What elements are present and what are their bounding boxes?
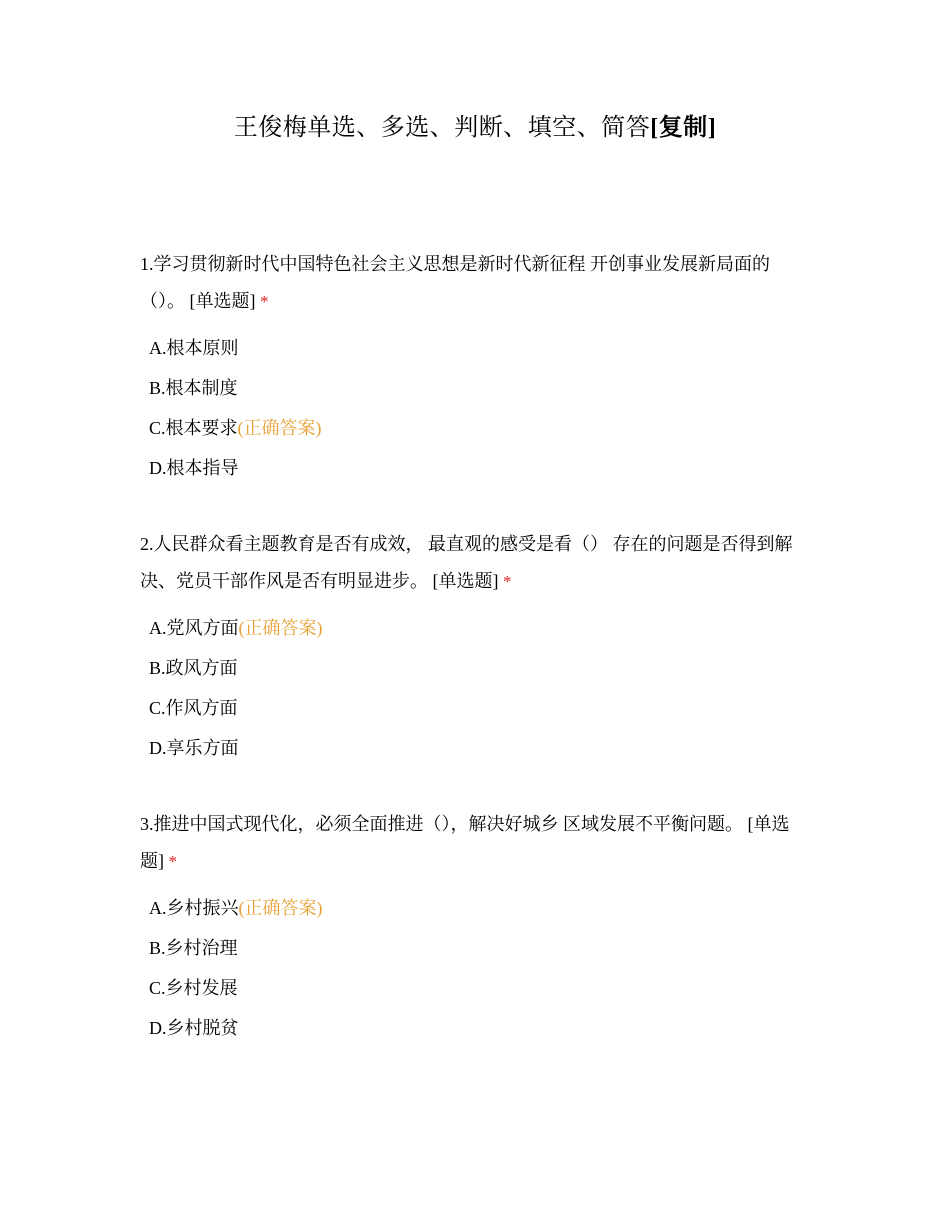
- question-text: 3.推进中国式现代化，必须全面推进（），解决好城乡 区域发展不平衡问题。: [140, 814, 743, 834]
- option-list: [149, 608, 812, 768]
- question-type-label: [单选题]: [432, 571, 499, 591]
- question-stem: [140, 246, 812, 320]
- option-text: A.乡村振兴: [149, 898, 239, 918]
- option-list: [149, 888, 812, 1048]
- option-list: [149, 328, 812, 488]
- question-type-label: [单选题]: [140, 814, 790, 871]
- option-text: A.根本原则: [149, 338, 239, 358]
- option-a[interactable]: [149, 608, 812, 648]
- question-text: 2.人民群众看主题教育是否有成效， 最直观的感受是看（） 存在的问题是否得到解决、党员干部作风是否有明显进步。: [140, 534, 793, 591]
- option-a[interactable]: [149, 888, 812, 928]
- option-b[interactable]: [149, 648, 812, 688]
- required-mark: *: [260, 292, 269, 311]
- correct-answer-label: (正确答案): [238, 898, 323, 918]
- option-text: C.作风方面: [149, 698, 238, 718]
- option-d[interactable]: [149, 448, 812, 488]
- question-type-label: [单选题]: [189, 291, 256, 311]
- option-text: C.乡村发展: [149, 978, 238, 998]
- option-text: D.根本指导: [149, 458, 239, 478]
- option-text: D.乡村脱贫: [149, 1018, 239, 1038]
- option-d[interactable]: [149, 1008, 812, 1048]
- option-text: A.党风方面: [149, 618, 239, 638]
- document-title: [0, 108, 950, 148]
- option-text: D.享乐方面: [149, 738, 239, 758]
- option-a[interactable]: [149, 328, 812, 368]
- question-1: [140, 246, 812, 488]
- document-title-main: 王俊梅单选、多选、判断、填空、简答: [233, 115, 651, 141]
- question-stem: [140, 526, 812, 600]
- option-c[interactable]: [149, 688, 812, 728]
- correct-answer-label: (正确答案): [237, 418, 322, 438]
- option-b[interactable]: [149, 368, 812, 408]
- question-2: [140, 526, 812, 768]
- option-c[interactable]: [149, 408, 812, 448]
- option-text: B.政风方面: [149, 658, 238, 678]
- document-title-suffix: [复制]: [650, 115, 717, 141]
- option-b[interactable]: [149, 928, 812, 968]
- option-text: C.根本要求: [149, 418, 238, 438]
- question-text: 1.学习贯彻新时代中国特色社会主义思想是新时代新征程 开创事业发展新局面的（）。: [140, 254, 770, 311]
- correct-answer-label: (正确答案): [238, 618, 323, 638]
- option-text: B.乡村治理: [149, 938, 238, 958]
- option-text: B.根本制度: [149, 378, 238, 398]
- question-3: [140, 806, 812, 1048]
- question-stem: [140, 806, 812, 880]
- required-mark: *: [168, 852, 177, 871]
- required-mark: *: [503, 572, 512, 591]
- option-d[interactable]: [149, 728, 812, 768]
- option-c[interactable]: [149, 968, 812, 1008]
